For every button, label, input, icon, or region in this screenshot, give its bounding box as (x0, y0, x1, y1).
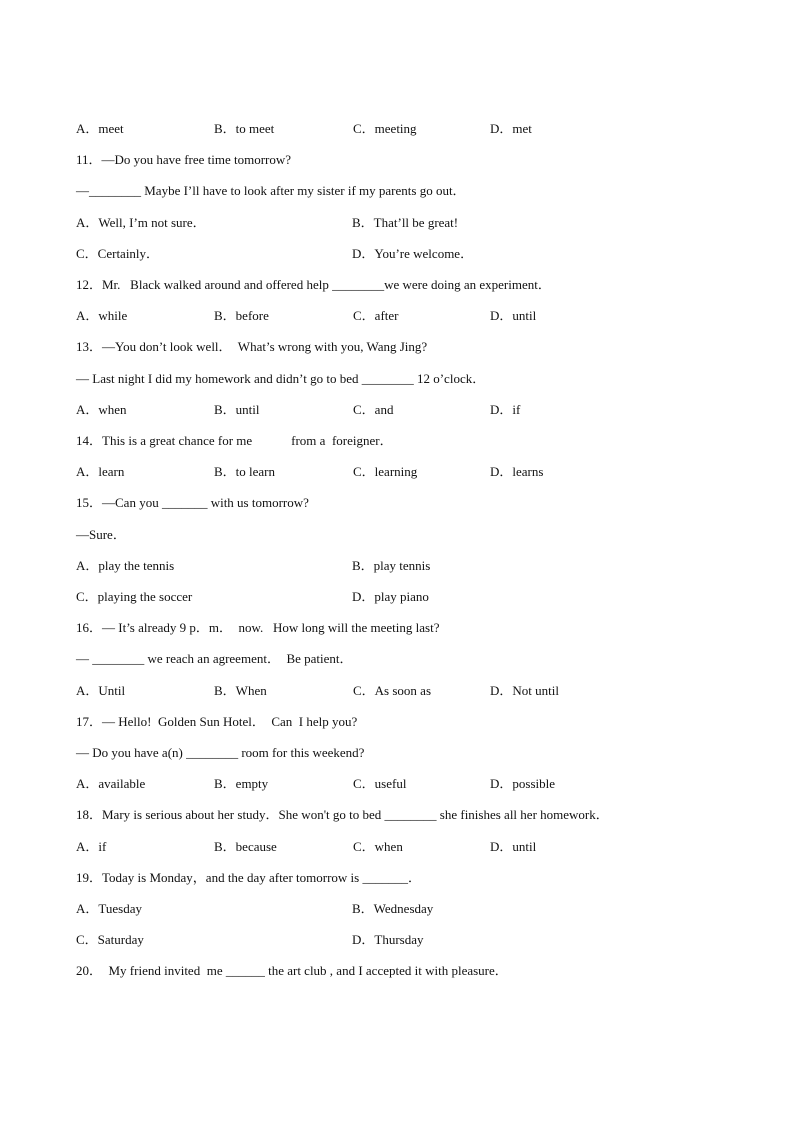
option-a: A．available (76, 776, 146, 791)
option-b: B．That’ll be great! (352, 215, 459, 230)
question-13-reply: — Last night I did my homework and didn’t go to bed ________ 12 o’clock． (76, 371, 486, 386)
q13-options (76, 401, 726, 419)
option-c: C．playing the soccer (76, 589, 193, 604)
q15-options-row1 (76, 557, 726, 575)
option-c: C．after (353, 308, 399, 323)
option-d: D．until (490, 839, 537, 854)
option-a: A．Well, I’m not sure． (76, 215, 206, 230)
question-11-reply: —________ Maybe I’ll have to look after my sister if my parents go out． (76, 183, 466, 198)
option-b: B．to meet (214, 121, 275, 136)
option-a: A．Tuesday (76, 901, 142, 916)
option-d: D．met (490, 121, 532, 136)
q15-options-row2 (76, 588, 726, 606)
option-b: B．When (214, 683, 267, 698)
question-19-stem: 19．Today is Monday，and the day after tomorrow is _______． (76, 870, 421, 885)
q16-options (76, 682, 726, 700)
option-c: C．learning (353, 464, 418, 479)
option-d: D．You’re welcome． (352, 246, 474, 261)
option-a: A．meet (76, 121, 124, 136)
option-a: A．if (76, 839, 107, 854)
option-d: D．until (490, 308, 537, 323)
question-17-stem: 17．— Hello! Golden Sun Hotel． Can I help you? (76, 714, 358, 729)
option-b: B．until (214, 402, 260, 417)
question-14-stem: 14．This is a great chance for me from a foreigner． (76, 433, 393, 448)
option-c: C．Saturday (76, 932, 144, 947)
question-20-stem: 20． My friend invited me ______ the art club , and I accepted it with pleasure． (76, 963, 508, 978)
option-c: C．Certainly． (76, 246, 160, 261)
option-a: A．while (76, 308, 128, 323)
question-16-stem: 16．— It’s already 9 p．m． now. How long will the meeting last? (76, 620, 440, 635)
option-b: B．Wednesday (352, 901, 434, 916)
q18-options (76, 838, 726, 856)
option-d: D．play piano (352, 589, 429, 604)
option-d: D．possible (490, 776, 556, 791)
option-d: D．learns (490, 464, 544, 479)
option-d: D．Not until (490, 683, 559, 698)
question-13-stem: 13．—You don’t look well． What’s wrong with you, Wang Jing? (76, 339, 428, 354)
q17-options (76, 775, 726, 793)
q11-options-row2 (76, 245, 726, 263)
question-18-stem: 18．Mary is serious about her study．She won't go to bed ________ she finishes all her homework． (76, 807, 609, 822)
option-b: B．empty (214, 776, 269, 791)
question-16-reply: — ________ we reach an agreement． Be patient． (76, 651, 353, 666)
option-a: A．play the tennis (76, 558, 175, 573)
q19-options-row1 (76, 900, 726, 918)
option-b: B．because (214, 839, 277, 854)
question-15-reply: —Sure． (76, 527, 126, 542)
question-12-stem: 12．Mr. Black walked around and offered help ________we were doing an experiment． (76, 277, 551, 292)
option-c: C．and (353, 402, 394, 417)
option-a: A．when (76, 402, 127, 417)
question-17-reply: — Do you have a(n) ________ room for this weekend? (76, 745, 365, 760)
q11-options-row1 (76, 214, 726, 232)
option-d: D．Thursday (352, 932, 424, 947)
question-11-stem: 11．—Do you have free time tomorrow? (76, 152, 292, 167)
q19-options-row2 (76, 931, 726, 949)
question-15-stem: 15．—Can you _______ with us tomorrow? (76, 495, 309, 510)
option-c: C．useful (353, 776, 407, 791)
q14-options (76, 463, 726, 481)
q12-options (76, 307, 726, 325)
option-c: C．As soon as (353, 683, 432, 698)
option-c: C．meeting (353, 121, 417, 136)
option-d: D．if (490, 402, 521, 417)
option-b: B．before (214, 308, 269, 323)
q10-options (76, 120, 726, 138)
option-b: B．play tennis (352, 558, 431, 573)
option-b: B．to learn (214, 464, 276, 479)
option-c: C．when (353, 839, 403, 854)
option-a: A．learn (76, 464, 125, 479)
option-a: A．Until (76, 683, 126, 698)
